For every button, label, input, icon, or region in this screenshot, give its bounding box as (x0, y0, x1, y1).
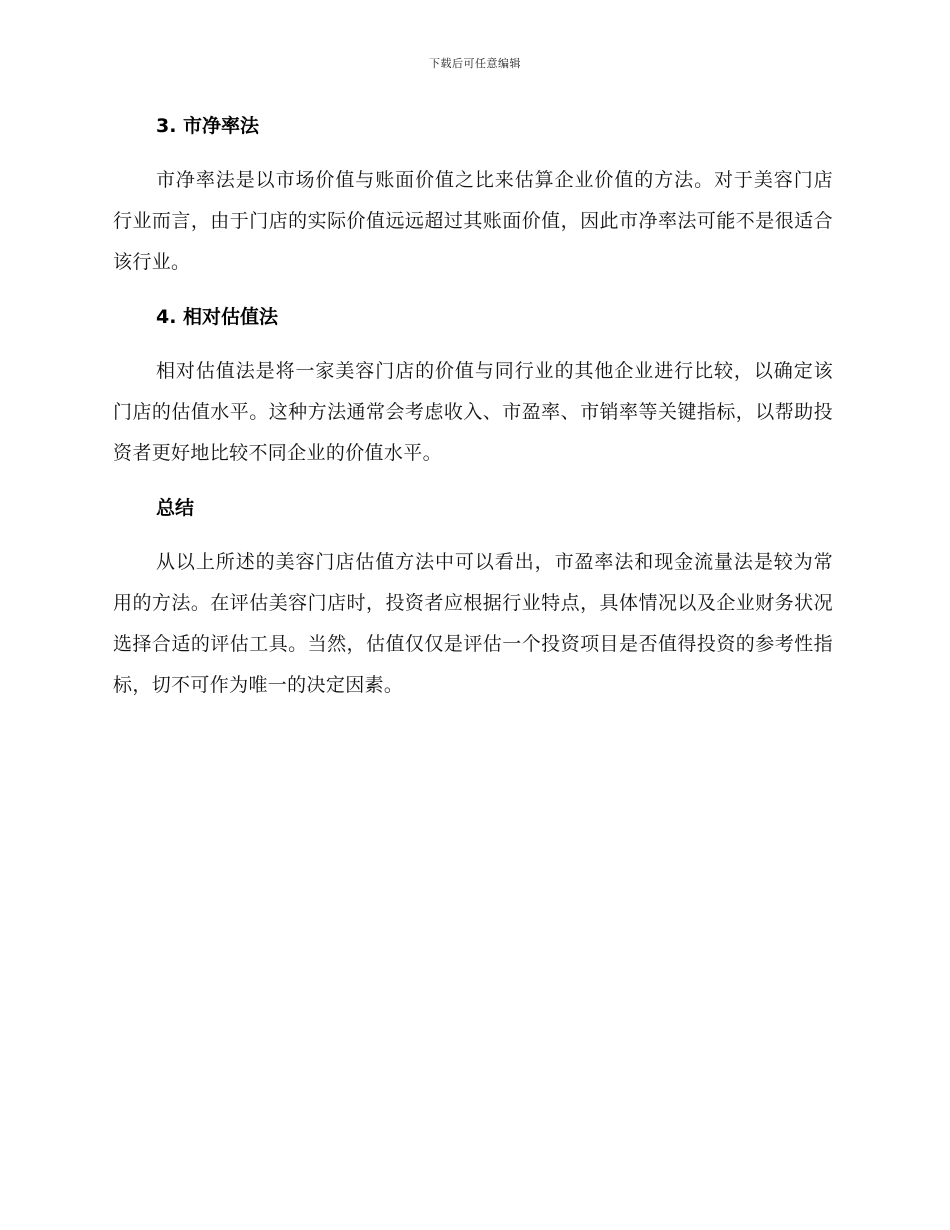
section-paragraph: 市净率法是以市场价值与账面价值之比来估算企业价值的方法。对于美容门店行业而言，由于门店的实际价值远远超过其账面价值，因此市净率法可能不是很适合该行业。 (113, 169, 833, 273)
section-summary (113, 492, 833, 706)
section-paragraph: 相对估值法是将一家美容门店的价值与同行业的其他企业进行比较，以确定该门店的估值水平。这种方法通常会考虑收入、市盈率、市销率等关键指标，以帮助投资者更好地比较不同企业的价值水平。 (113, 360, 833, 464)
section-heading: 总结 (156, 497, 195, 519)
section-market-to-book (113, 110, 833, 283)
section-relative-valuation (113, 301, 833, 474)
section-heading: 4. 相对估值法 (156, 306, 279, 328)
document-body (113, 110, 833, 724)
section-paragraph: 从以上所述的美容门店估值方法中可以看出，市盈率法和现金流量法是较为常用的方法。在评估美容门店时，投资者应根据行业特点，具体情况以及企业财务状况选择合适的评估工具。当然，估值仅仅是评估一个投资项目是否值得投资的参考性指标，切不可作为唯一的决定因素。 (113, 551, 833, 696)
section-heading: 3. 市净率法 (156, 115, 260, 137)
page-header-note: 下载后可任意编辑 (429, 57, 521, 70)
